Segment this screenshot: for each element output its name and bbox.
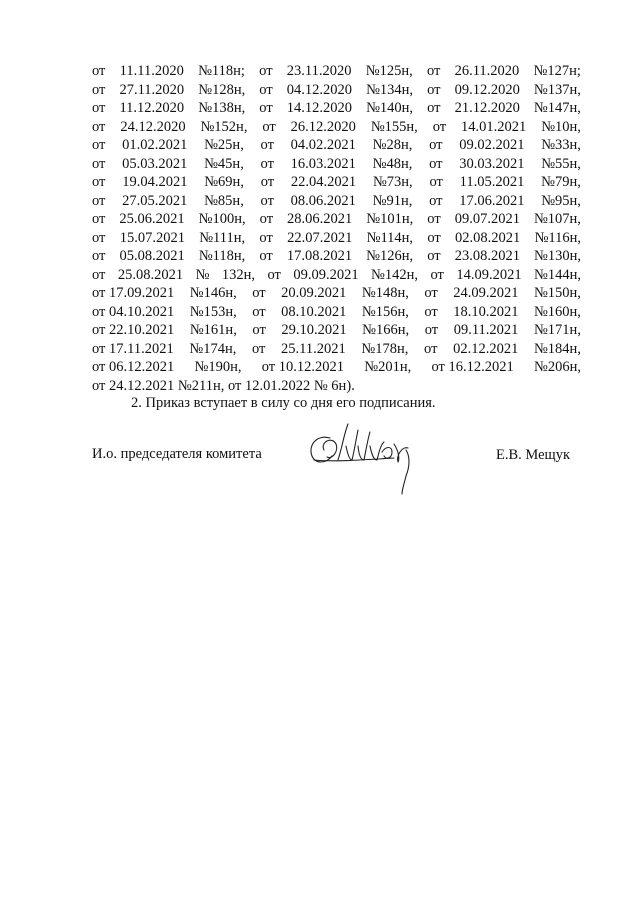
order-list-cell: от [259,81,273,98]
order-list-cell: 11.11.2020 [119,63,184,79]
order-list-row [92,321,581,340]
order-list-row [92,118,581,137]
order-list-cell: 14.01.2021 [461,118,527,135]
order-list-cell: 16.03.2021 [290,155,356,172]
order-list-cell: №130н, [534,248,581,264]
order-list-cell: 09.02.2021 [459,137,525,153]
order-list-cell: от [426,63,441,79]
order-list-cell: от [252,303,266,320]
order-list-cell: от [427,229,441,246]
order-list-cell: от [260,174,275,190]
order-list-cell: №147н, [533,100,581,116]
order-list-cell: №155н, [370,118,418,135]
order-list-cell: 27.11.2020 [119,81,185,98]
order-list [92,62,581,395]
order-list-cell: от [424,303,438,320]
order-list-row [92,81,581,100]
order-list-cell: 05.03.2021 [122,155,188,172]
order-list-cell: от 04.10.2021 [92,303,175,320]
order-list-cell: №144н, [534,266,581,283]
order-list-cell: №10н, [541,118,581,135]
order-list-cell: 23.11.2020 [286,63,352,79]
order-list-cell: №137н, [533,81,581,98]
order-list-row [92,358,581,377]
order-list-cell: 14.09.2021 [456,266,522,283]
order-list-cell: от [92,211,106,227]
order-list-cell: от [92,137,106,153]
order-list-cell: №178н, [361,340,409,357]
order-list-cell: от [429,174,443,190]
order-list-cell: от [259,63,273,79]
order-list-cell: от [429,192,443,209]
order-list-cell: №125н, [365,63,413,79]
order-list-cell: от [92,266,106,283]
order-list-cell: №28н, [372,137,413,153]
order-list-cell: от [262,118,276,135]
order-list-cell: от [259,211,274,227]
order-list-cell: 02.08.2021 [455,229,521,246]
order-list-cell: 29.10.2021 [281,322,347,338]
order-list-cell: №114н, [366,229,414,246]
order-list-cell: от [429,155,443,172]
order-list-cell: №118н; [198,63,245,79]
order-list-cell: №55н, [541,155,581,172]
handwritten-signature [302,416,430,496]
order-list-cell: от [267,266,281,283]
order-list-cell: 24.12.2020 [120,118,186,135]
order-list-cell: 25.06.2021 [119,211,185,227]
order-list-row [92,303,581,322]
order-list-cell: 08.10.2021 [281,303,347,320]
order-list-cell: №127н; [533,63,581,79]
order-list-cell: от [424,340,438,357]
order-list-cell: №161н, [189,322,237,338]
order-list-cell: №73н, [372,174,413,190]
order-list-cell: №206н, [533,359,581,375]
order-list-cell: №79н, [541,174,581,190]
order-list-cell: №33н, [541,137,581,153]
order-list-cell: №160н, [533,303,581,320]
order-list-cell: от [427,100,441,116]
order-list-cell: 19.04.2021 [122,174,188,190]
order-list-cell: 15.07.2021 [119,229,185,246]
order-list-cell: №140н, [366,100,414,116]
order-list-cell: от [430,266,444,283]
signatory-position: И.о. председателя комитета [92,446,262,462]
order-list-cell: №85н, [204,192,244,209]
order-list-row [92,62,581,81]
order-list-cell: 09.11.2021 [453,322,519,338]
order-list-last-line: от 24.12.2021 №211н, от 12.01.2022 № 6н). [92,377,355,394]
order-list-cell: 22.04.2021 [290,174,357,190]
order-list-cell: от [92,63,106,79]
order-list-cell: №148н, [361,285,409,301]
order-list-cell: от [92,118,106,135]
order-list-cell: 09.07.2021 [454,211,520,227]
order-list-cell: 04.12.2020 [286,81,353,98]
order-list-cell: №126н, [366,248,414,264]
order-list-cell: от 17.09.2021 [92,285,175,301]
order-list-cell: от 10.12.2021 [261,359,345,375]
order-list-cell: № [195,266,210,283]
order-list-cell: от [92,81,106,98]
order-list-cell: от [259,229,273,246]
order-list-cell: 24.09.2021 [453,285,519,301]
order-list-cell: 18.10.2021 [453,303,519,320]
order-list-cell: №152н, [200,118,248,135]
order-list-cell: от [259,100,273,116]
order-list-cell: от 17.11.2021 [92,340,174,357]
order-list-cell: 20.09.2021 [281,285,347,301]
signer-name: Е.В. Мещук [496,447,571,463]
order-list-cell: от 22.10.2021 [92,322,175,338]
order-list-cell: от [260,192,274,209]
order-list-cell: №142н, [371,266,418,283]
order-list-cell: 11.12.2020 [119,100,185,116]
order-list-cell: от [427,248,441,264]
order-list-cell: от [260,155,274,172]
order-list-cell: №153н, [189,303,237,320]
order-list-row [92,266,581,285]
order-list-cell: от [92,100,106,116]
order-list-cell: №91н, [372,192,413,209]
order-list-cell: №146н, [189,285,237,301]
order-list-row [92,173,581,192]
order-list-row [92,155,581,174]
order-list-cell: 25.11.2021 [281,340,346,357]
order-list-cell: №190н, [194,359,242,375]
order-list-cell: от [424,285,438,301]
paragraph-2: 2. Приказ вступает в силу со дня его подписания. [131,395,436,411]
order-list-cell: от [92,192,106,209]
order-list-cell: 17.06.2021 [459,192,525,209]
order-list-cell: от [260,137,274,153]
order-list-cell: 22.07.2021 [287,229,353,246]
order-list-cell: №134н, [366,81,414,98]
order-list-cell: №48н, [372,155,413,172]
order-list-cell: №118н, [198,248,246,264]
order-list-cell: от [427,81,441,98]
order-list-cell: №100н, [198,211,246,227]
order-list-cell: от [252,340,266,357]
order-list-cell: от [429,137,443,153]
order-list-cell: 26.12.2020 [290,118,356,135]
order-list-cell: 05.08.2021 [119,248,185,264]
order-list-cell: от [252,285,266,301]
order-list-cell: №69н, [204,174,244,190]
order-list-cell: 27.05.2021 [122,192,188,209]
order-list-row [92,99,581,118]
order-list-cell: №128н, [198,81,246,98]
order-list-row [92,192,581,211]
order-list-cell: №201н, [364,359,412,375]
order-list-cell: №25н, [204,137,244,153]
order-list-cell: 11.05.2021 [459,174,525,190]
order-list-cell: от [259,248,273,264]
order-list-cell: от 16.12.2021 [431,359,514,375]
order-list-cell: №150н, [533,285,581,301]
order-list-cell: №171н, [533,322,581,338]
order-list-cell: №111н, [199,229,246,246]
order-list-cell: №174н, [189,340,237,357]
order-list-cell: №138н, [198,100,246,116]
order-list-cell: 28.06.2021 [287,211,353,227]
order-list-cell: от [427,211,441,227]
order-list-cell: от [432,118,447,135]
order-list-cell: 09.09.2021 [293,266,359,283]
order-list-cell: от [92,229,106,246]
order-list-cell: 23.08.2021 [454,248,520,264]
order-list-cell: от [424,322,439,338]
order-list-cell: №166н, [362,322,410,338]
order-list-cell: 26.11.2020 [454,63,520,79]
order-list-cell: №116н, [534,229,581,246]
order-list-row [92,340,581,359]
order-list-cell: 02.12.2021 [453,340,519,357]
order-list-cell: 09.12.2020 [454,81,520,98]
order-list-cell: №184н, [533,340,581,357]
order-list-cell: 01.02.2021 [122,137,188,153]
order-list-cell: №45н, [204,155,244,172]
order-list-cell: 04.02.2021 [290,137,356,153]
order-list-cell: 08.06.2021 [290,192,356,209]
order-list-row [92,136,581,155]
order-list-row [92,247,581,266]
order-list-cell: 14.12.2020 [286,100,353,116]
order-list-cell: от 06.12.2021 [92,359,175,375]
order-list-row [92,210,581,229]
order-list-cell: 25.08.2021 [117,266,184,283]
order-list-cell: 17.08.2021 [286,248,353,264]
order-list-cell: от [252,322,266,338]
order-list-cell: №156н, [361,303,409,320]
order-list-cell: 21.12.2020 [454,100,520,116]
order-list-cell: от [92,155,106,172]
order-list-cell: от [92,248,106,264]
order-list-cell: от [92,174,106,190]
order-list-cell: №107н, [533,211,581,227]
order-list-cell: 132н, [221,266,255,283]
order-list-row [92,229,581,248]
order-list-cell: 30.03.2021 [459,155,525,172]
order-list-row [92,284,581,303]
order-list-cell: №95н, [541,192,581,209]
order-list-cell: №101н, [366,211,414,227]
